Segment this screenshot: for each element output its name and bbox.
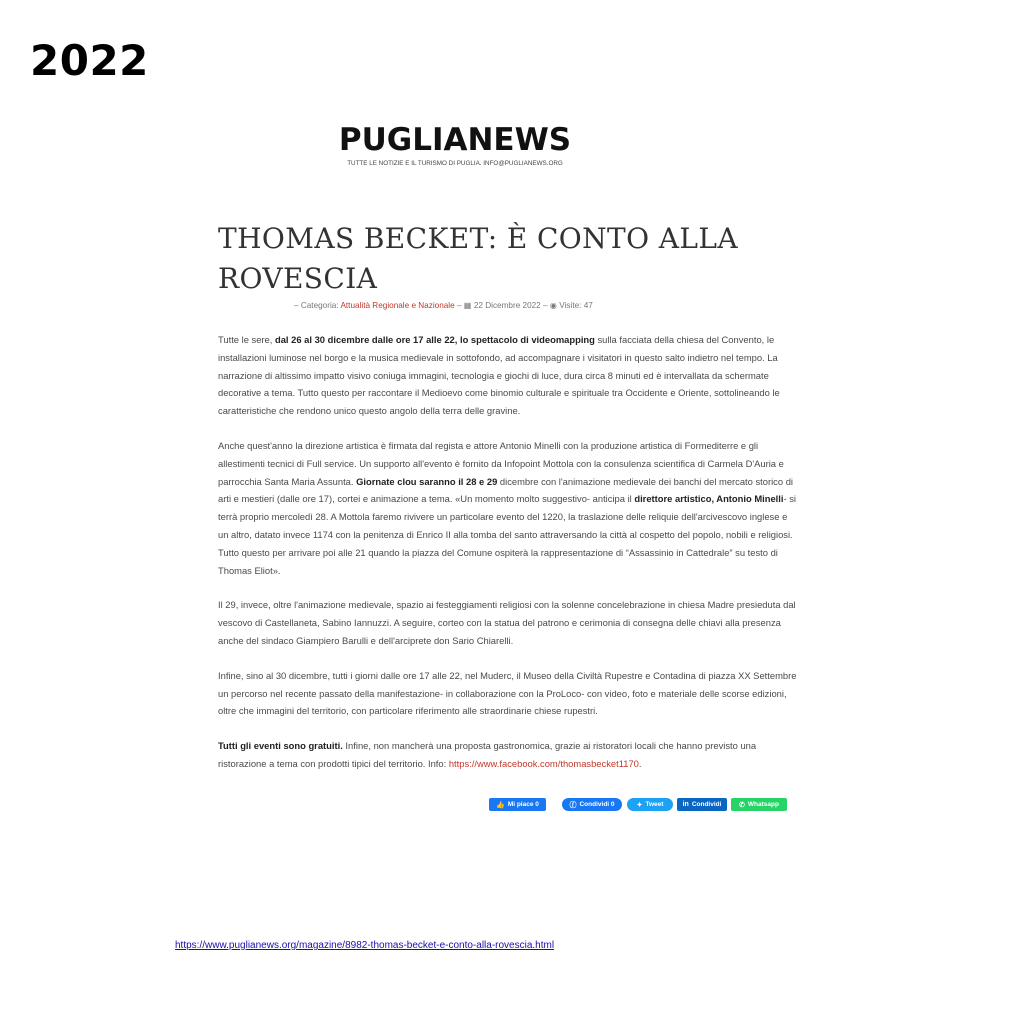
- thumbs-up-icon: 👍: [496, 801, 505, 809]
- p2-text-1: Anche quest'anno la direzione artistica è firmata dal regista e attore Antonio Minelli con la produzione artistica di Formediterre e gli allestimenti tecnici di Full service. Un supporto all'evento è fornito da Infopoint Mottola con la consulenza scientifica di Carmela D'Auria e parrocchia Santa Maria Assunta.: [218, 439, 784, 487]
- site-logo[interactable]: [335, 120, 575, 167]
- whatsapp-share-button[interactable]: [731, 798, 787, 811]
- p2-bold-2: direttore artistico, Antonio Minelli: [634, 493, 784, 505]
- p5-bold-1: Tutti gli eventi sono gratuiti.: [218, 740, 343, 752]
- calendar-icon: ▦: [463, 301, 472, 310]
- year-heading: 2022: [30, 36, 149, 85]
- linkedin-label: Condividi: [691, 801, 722, 808]
- p1-bold-1: dal 26 al 30 dicembre dalle ore 17 alle 22, lo spettacolo di videomapping: [274, 334, 595, 345]
- paragraph-5: [218, 737, 798, 773]
- tweet-button[interactable]: [627, 798, 673, 811]
- site-name: PUGLIANEWS: [338, 122, 572, 158]
- fb-like-button[interactable]: [489, 798, 546, 811]
- p2-bold-1: Giornate clou saranno il 28 e 29: [356, 475, 498, 487]
- views-separator: –: [540, 301, 550, 310]
- article-title: THOMAS BECKET: È CONTO ALLA ROVESCIA: [218, 221, 739, 295]
- article-views: Visite: 47: [559, 301, 593, 310]
- tweet-label: Tweet: [645, 801, 664, 808]
- paragraph-4: Infine, sino al 30 dicembre, tutti i giorni dalle ore 17 alle 22, nel Muderc, il Museo della Civiltà Rupestre e Contadina di piazza XX Settembre un percorso nel recente passato della manifestazione- in collaborazione con la ProLoco- con video, foto e materiale delle scorse edizioni, oltre che immagini del territorio, con particolare riferimento alle straordinarie chiese rupestri.: [218, 669, 797, 717]
- article-body: [218, 331, 798, 790]
- fb-share-button[interactable]: [562, 798, 622, 811]
- facebook-info-link[interactable]: https://www.facebook.com/thomasbecket1170: [448, 757, 639, 769]
- paragraph-1: [218, 331, 798, 420]
- linkedin-icon: in: [682, 801, 689, 808]
- paragraph-3: Il 29, invece, oltre l'animazione medievale, spazio ai festeggiamenti religiosi con la solenne concelebrazione in chiesa Madre presieduta dal vescovo di Castellaneta, Sabino Iannuzzi. A seguire, corteo con la statua del patrono e cerimonia di consegna delle chiavi alla presenza anche del sindaco Giampiero Barulli e dell'arciprete don Sario Chiarelli.: [218, 599, 796, 646]
- paragraph-2: [218, 437, 798, 579]
- site-tagline: TUTTE LE NOTIZIE E IL TURISMO DI PUGLIA. INFO@PUGLIANEWS.ORG: [347, 160, 563, 167]
- p2-text-2: dicembre con l'animazione medievale dei banchi del mercato storico di arti e mestieri (dalle ore 17), cortei e animazione a tema. «Un momento molto suggestivo- anticipa il: [218, 475, 793, 505]
- category-link[interactable]: Attualità Regionale e Nazionale: [340, 301, 455, 310]
- whatsapp-label: Whatsapp: [747, 801, 779, 808]
- date-separator: –: [454, 301, 464, 310]
- eye-icon: ◉: [549, 301, 557, 310]
- fb-like-label: Mi piace 0: [507, 801, 539, 808]
- p2-text-3: - si terrà proprio mercoledì 28. A Mottola faremo rivivere un particolare evento del 1220, la traslazione delle reliquie dell'arcivescovo inglese e un altro, datato invece 1174 con la penitenza di Enrico II alla tomba del santo attraversando la città al cospetto del popolo, nobili e religiosi. Tutto questo per arrivare poi alle 21 quando la piazza del Comune ospiterà la rappresentazione di “Assassinio in Cattedrale” su testo di Thomas Eliot».: [218, 493, 796, 576]
- p1-text-2: sulla facciata della chiesa del Convento, le installazioni luminose nel borgo e la musica medievale in sottofondo, ad accompagnare i visitatori in questo salto indietro nel tempo. La narrazione di altissimo impatto visivo coniuga immagini, tecnologia e giochi di luce, dura circa 8 minuti ed è intervallata da schermate decorative a tema. Tutto questo per raccontare il Medioevo come binomio culturale e spirituale tra Occidente e Oriente, sottolineando le caratteristiche che rendono unico questo angolo della terra delle gravine.: [218, 334, 780, 417]
- facebook-icon: ⓕ: [569, 801, 577, 809]
- article-meta: [294, 300, 593, 310]
- fb-share-label: Condividi 0: [579, 801, 615, 808]
- source-url-link[interactable]: https://www.puglianews.org/magazine/8982-thomas-becket-e-conto-alla-rovescia.html: [175, 940, 555, 951]
- twitter-icon: ✦: [636, 801, 643, 809]
- p1-text-1: Tutte le sere,: [218, 334, 275, 345]
- p5-text-2: .: [638, 757, 642, 769]
- whatsapp-icon: ✆: [739, 801, 745, 809]
- category-prefix: – Categoria:: [294, 301, 341, 310]
- article-date: 22 Dicembre 2022: [473, 301, 541, 310]
- linkedin-share-button[interactable]: [677, 798, 727, 811]
- p5-text-1: Infine, non mancherà una proposta gastronomica, grazie ai ristoratori locali che hanno previsto una ristorazione a tema con prodotti tipici del territorio. Info:: [218, 740, 757, 769]
